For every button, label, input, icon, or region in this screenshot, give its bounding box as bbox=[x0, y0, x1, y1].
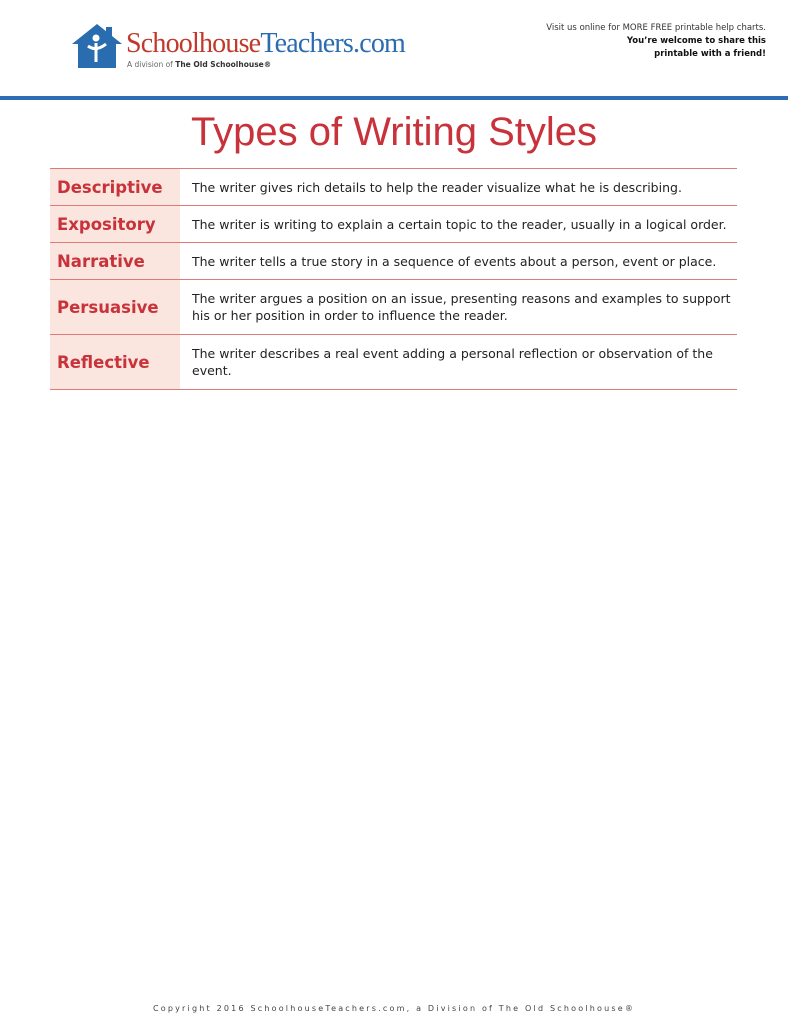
style-label: Descriptive bbox=[50, 169, 180, 205]
division-line bbox=[127, 60, 271, 69]
visit-line: Visit us online for MORE FREE printable help charts. bbox=[546, 23, 766, 33]
copyright-footer: Copyright 2016 SchoolhouseTeachers.com, a Division of The Old Schoolhouse® bbox=[152, 1004, 636, 1013]
style-description: The writer argues a position on an issue, presenting reasons and examples to support his or her position in order to influence the reader. bbox=[192, 291, 731, 323]
brand-name bbox=[126, 28, 405, 60]
table-row bbox=[50, 335, 737, 390]
brand-part1: Schoolhouse bbox=[126, 28, 261, 59]
share-line-2: printable with a friend! bbox=[654, 49, 766, 59]
visit-notice bbox=[546, 22, 766, 61]
style-description: The writer describes a real event adding a personal reflection or observation of the event. bbox=[192, 346, 713, 378]
house-logo-icon bbox=[70, 22, 124, 70]
writing-styles-table bbox=[50, 168, 737, 390]
division-name: The Old Schoolhouse® bbox=[175, 60, 272, 69]
style-label: Persuasive bbox=[50, 280, 180, 334]
table-row bbox=[50, 243, 737, 280]
style-description: The writer is writing to explain a certain topic to the reader, usually in a logical order. bbox=[192, 216, 727, 232]
table-row bbox=[50, 206, 737, 243]
division-prefix: A division of bbox=[127, 60, 173, 69]
share-line-1: You’re welcome to share this bbox=[626, 36, 766, 46]
table-row bbox=[50, 280, 737, 335]
header-divider bbox=[0, 96, 788, 100]
style-label: Reflective bbox=[50, 335, 180, 389]
page-title: Types of Writing Styles bbox=[190, 110, 598, 154]
style-description: The writer gives rich details to help the reader visualize what he is describing. bbox=[192, 179, 682, 195]
table-row bbox=[50, 169, 737, 206]
style-label: Expository bbox=[50, 206, 180, 242]
brand-part2: Teachers.com bbox=[260, 28, 405, 59]
style-description: The writer tells a true story in a sequence of events about a person, event or place. bbox=[192, 253, 717, 269]
logo[interactable] bbox=[70, 22, 415, 72]
style-label: Narrative bbox=[50, 243, 180, 279]
